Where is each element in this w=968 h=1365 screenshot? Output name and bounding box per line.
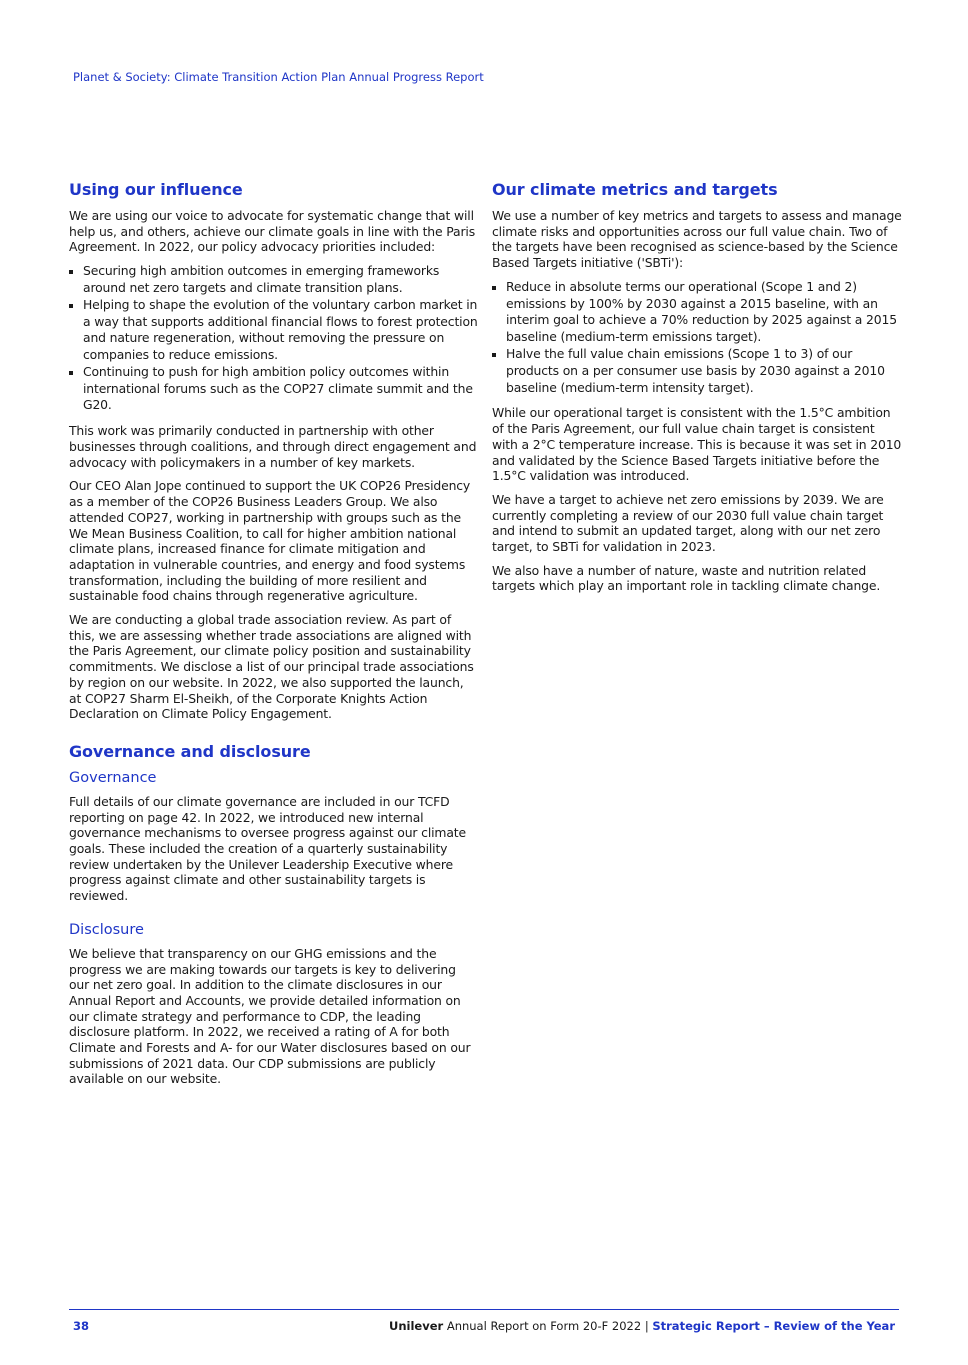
paragraph: We have a target to achieve net zero emissions by 2039. We are currently completing a review of our 2030 full value chain target and intend to submit an updated target, along with our net zero target, to SBTi for validation in 2023. [492,491,884,555]
paragraph: We believe that transparency on our GHG emissions and the progress we are making towards our targets is key to delivering our net zero goal. In addition to the climate disclosures in our Annual Report and Accounts, we provide detailed information on our climate strategy and performance to CDP, the leading disclosure platform. In 2022, we received a rating of A for both Climate and Forests and A- for our Water disclosures based on our submissions of 2021 data. Our CDP submissions are publicly available on our website. [69,945,471,1087]
footer-brand: Unilever [388,1319,444,1333]
targets-list [492,279,902,397]
footer-section-link[interactable]: Strategic Report – Review of the Year [652,1319,895,1333]
paragraph: We are conducting a global trade association review. As part of this, we are assessing whether trade associations are aligned with the Paris Agreement, our climate policy position and sustainability commitments. We disclose a list of our principal trade associations by region on our website. In 2022, we also supported the launch, at COP27 Sharm El-Sheikh, of the Corporate Knights Action Declaration on Climate Policy Engagement. [69,612,474,722]
paragraph: This work was primarily conducted in partnership with other businesses through coalitions, and through direct engagement and advocacy with policymakers in a number of key markets. [69,423,477,470]
footer-report: Annual Report on Form 20-F 2022 [446,1319,642,1333]
paragraph: We also have a number of nature, waste and nutrition related targets which play an important role in tackling climate change. [492,562,881,594]
footer-report-title [389,1319,895,1333]
page-number: 38 [73,1319,90,1333]
subheading-governance: Governance [69,769,157,786]
paragraph: We use a number of key metrics and targets to assess and manage climate risks and opportunities across our full value chain. Two of the targets have been recognised as science-based by the Science Based Targets initiative ('SBTi'): [492,208,902,271]
paragraph: While our operational target is consistent with the 1.5°C ambition of the Paris Agreement, our full value chain target is consistent with a 2°C temperature increase. This is because it was set in 2010 and validated by the Science Based Targets initiative before the 1.5°C validation was introduced. [492,405,902,484]
paragraph: Our CEO Alan Jope continued to support the UK COP26 Presidency as a member of the COP26 Business Leaders Group. We also attended COP27, working in partnership with groups such as the We Mean Business Coalition, to call for higher ambition national climate plans, increased finance for climate mitigation and adaptation in vulnerable countries, and energy and food systems transformation, including the building of more resilient and sustainable food chains through regenerative agriculture. [69,478,471,604]
advocacy-priorities-list [69,263,479,414]
footer-divider [69,1309,899,1310]
list-item: Reduce in absolute terms our operational (Scope 1 and 2) emissions by 100% by 2030 against a 2015 baseline, with an interim goal to achieve a 70% reduction by 2025 against a 2015 baseline (medium-term emissions target). [492,279,902,346]
paragraph: We are using our voice to advocate for systematic change that will help us, and others, achieve our climate goals in line with the Paris Agreement. In 2022, our policy advocacy priorities included: [69,208,476,255]
section-heading-metrics: Our climate metrics and targets [492,180,778,199]
paragraph: Full details of our climate governance are included in our TCFD reporting on page 42. In 2022, we introduced new internal governance mechanisms to oversee progress against our climate goals. These included the creation of a quarterly sustainability review undertaken by the Unilever Leadership Executive where progress against climate and other sustainability targets is reviewed. [69,793,466,904]
right-column [492,180,902,602]
list-item: Helping to shape the evolution of the voluntary carbon market in a way that supports additional financial flows to forest protection and nature regeneration, without removing the pressure on companies to reduce emissions. [69,297,479,364]
section-heading-influence: Using our influence [69,180,243,199]
list-item: Securing high ambition outcomes in emerging frameworks around net zero targets and climate transition plans. [69,263,479,297]
subheading-disclosure: Disclosure [69,921,144,938]
list-item: Continuing to push for high ambition policy outcomes within international forums such as the COP27 climate summit and the G20. [69,364,479,414]
list-item: Halve the full value chain emissions (Scope 1 to 3) of our products on a per consumer use basis by 2030 against a 2010 baseline (medium-term intensity target). [492,346,902,396]
footer-separator: | [644,1319,649,1333]
left-column [69,180,479,1095]
running-header: Planet & Society: Climate Transition Action Plan Annual Progress Report [73,70,484,84]
section-heading-governance: Governance and disclosure [69,741,311,761]
